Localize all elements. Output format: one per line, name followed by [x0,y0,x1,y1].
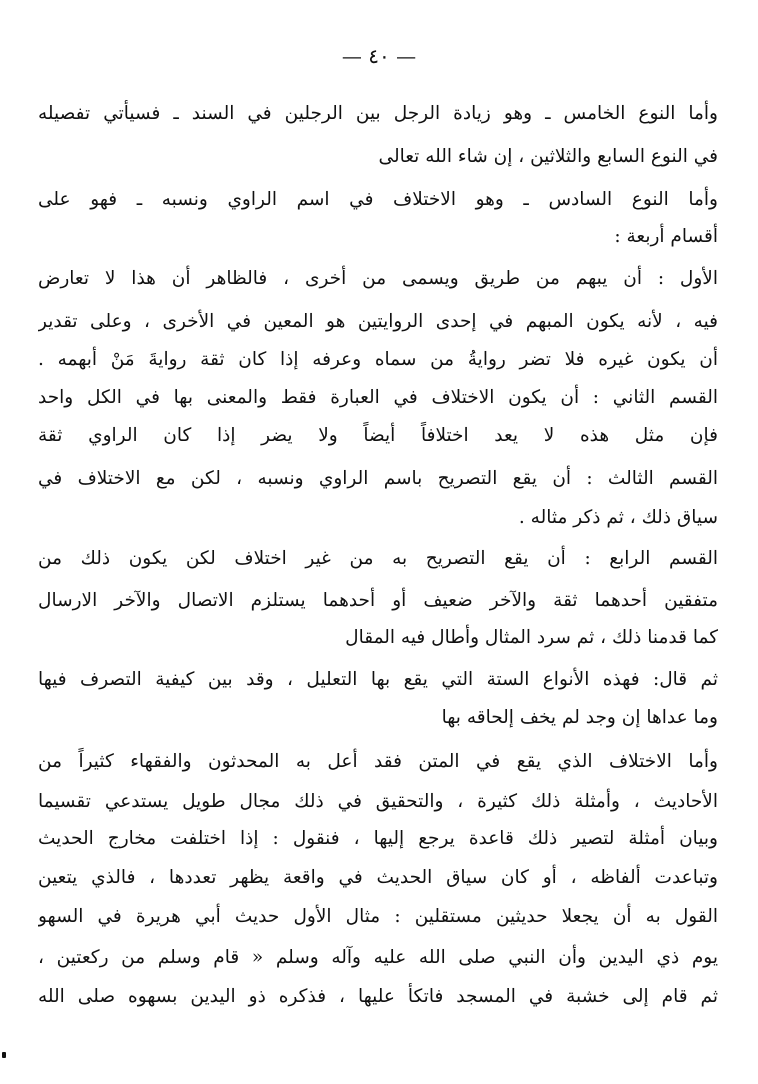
text-line: فيه ، لأنه يكون المبهم في إحدى الروايتين هو المعين في الأخرى ، وعلى تقدير [38,311,718,332]
text-line: ثم قال: فهذه الأنواع الستة التي يقع بها التعليل ، وقد بين كيفية التصرف فيها [38,669,718,690]
scan-edge-mark [2,1052,6,1058]
text-line: متفقين أحدهما ثقة والآخر ضعيف أو أحدهما يستلزم الاتصال والآخر الارسال [38,590,718,611]
text-line: ثم قام إلى خشبة في المسجد فاتكأ عليها ، فذكره ذو اليدين بسهوه صلى الله [38,986,718,1007]
text-line: في النوع السابع والثلاثين ، إن شاء الله تعالى [378,146,718,167]
text-line: وبيان أمثلة لتصير ذلك قاعدة يرجع إليها ، فنقول : إذا اختلفت مخارج الحديث [38,828,718,849]
text-line: وأما النوع السادس ـ وهو الاختلاف في اسم الراوي ونسبه ـ فهو على [38,189,718,210]
text-line: أقسام أربعة : [614,226,718,247]
text-line: وما عداها إن وجد لم يخف إلحاقه بها [441,707,718,728]
page-number: — ٤٠ — [341,44,417,68]
text-line: وأما الاختلاف الذي يقع في المتن فقد أعل به المحدثون والفقهاء كثيراً من [38,751,718,772]
text-line: القسم الرابع : أن يقع التصريح به من غير اختلاف لكن يكون ذلك من [38,548,718,569]
text-line: فإن مثل هذه لا يعد اختلافاً أيضاً ولا يضر إذا كان الراوي ثقة [38,425,718,446]
text-line: وتباعدت ألفاظه ، أو كان سياق الحديث في واقعة يظهر تعددها ، فالذي يتعين [38,867,718,888]
text-line: القسم الثالث : أن يقع التصريح باسم الراوي ونسبه ، لكن مع الاختلاف في [38,468,718,489]
text-line: القول به أن يجعلا حديثين مستقلين : مثال الأول حديث أبي هريرة في السهو [38,906,718,927]
text-line: كما قدمنا ذلك ، ثم سرد المثال وأطال فيه المقال [345,627,718,648]
text-line: أن يكون غيره فلا تضر روايةُ من سماه وعرفه إذا كان ثقة روايةَ مَنْ أبهمه . [38,349,718,370]
text-line: سياق ذلك ، ثم ذكر مثاله . [518,507,718,528]
text-line: الأول : أن يبهم من طريق ويسمى من أخرى ، فالظاهر أن هذا لا تعارض [38,268,718,289]
text-line: الأحاديث ، وأمثلة ذلك كثيرة ، والتحقيق في ذلك مجال طويل يستدعي تقسيما [38,791,718,812]
text-line: وأما النوع الخامس ـ وهو زيادة الرجل بين الرجلين في السند ـ فسيأتي تفصيله [38,103,718,124]
text-line: القسم الثاني : أن يكون الاختلاف في العبارة فقط والمعنى بها في الكل واحد [38,387,718,408]
text-line: يوم ذي اليدين وأن النبي صلى الله عليه وآله وسلم « قام وسلم من ركعتين ، [38,947,718,968]
